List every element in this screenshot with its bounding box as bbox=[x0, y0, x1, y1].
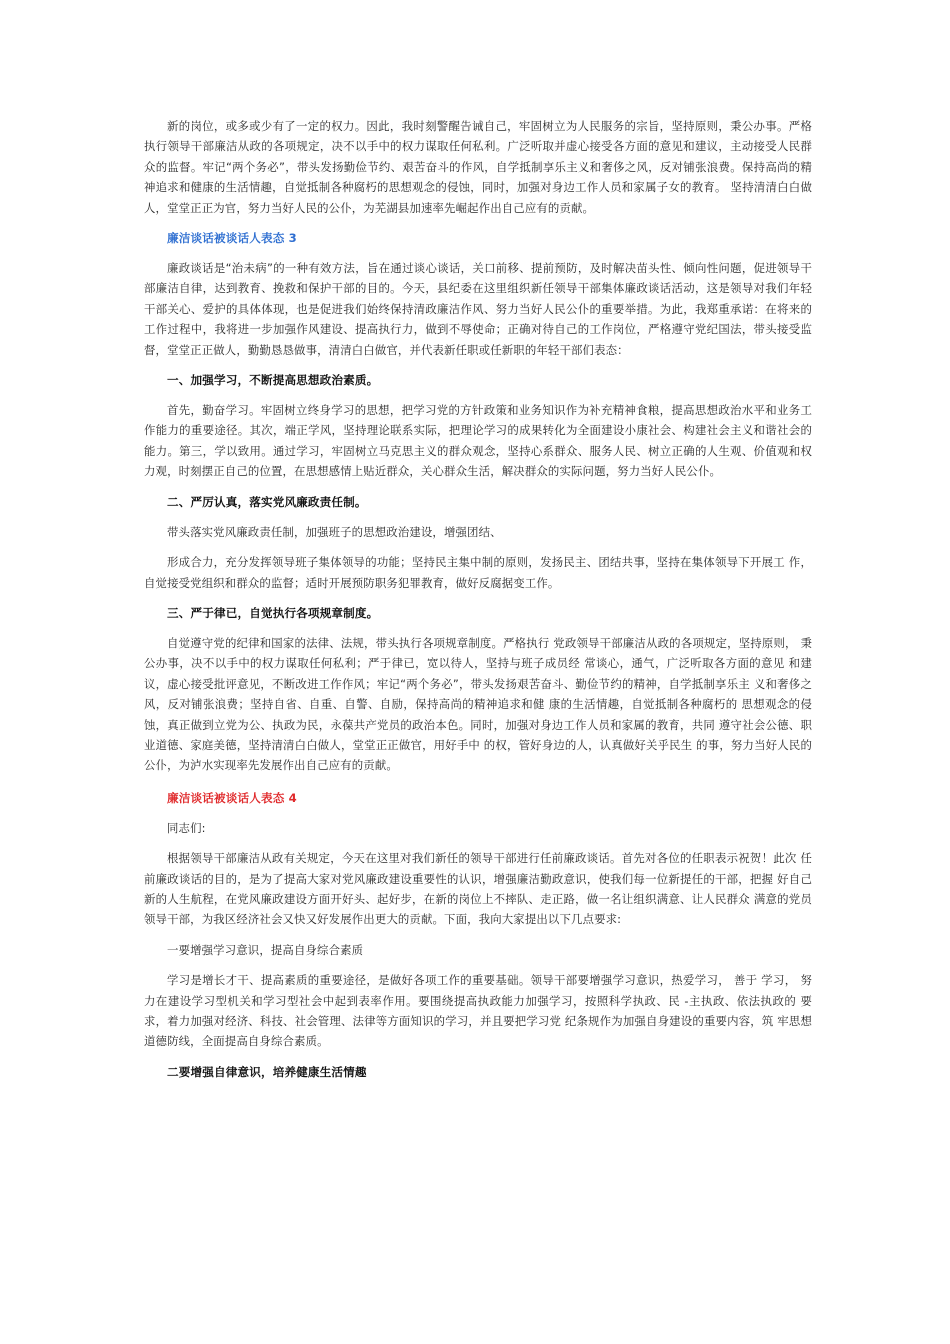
section-3-heading-2: 二、严厉认真，落实党风廉政责任制。 bbox=[167, 494, 367, 509]
section-3-heading-1: 一、加强学习，不断提高思想政治素质。 bbox=[167, 373, 379, 388]
section-4-paragraph-1: 根据领导干部廉洁从政有关规定，今天在这里对我们新任的领导干部进行任前廉政谈话。首先对各位的任职表示祝贺！此次 任前廉政谈话的目的，是为了提高大家对党风廉政建设重要性的认识，增强廉洁勤政意识，使我们每一位新提任的干部，把握 好自己新的人生航程，在党风廉政建设方面开好头、起好步，在新的岗位上不摔队、走正路，做一名让组织满意、让人民群众 满意的党员领导干部，为我区经济社会又快又好发展作出更大的贡献。下面，我向大家提出以下几点要求: bbox=[144, 851, 812, 927]
section-4-heading-1: 一要增强学习意识，提高自身综合素质 bbox=[167, 942, 364, 957]
section-3-paragraph-3: 带头落实党风廉政责任制，加强班子的思想政治建设，增强团结、 bbox=[167, 524, 502, 539]
section-3-heading-3: 三、严于律已，自觉执行各项规章制度。 bbox=[167, 605, 379, 620]
intro-paragraph: 新的岗位，或多或少有了一定的权力。因此，我时刻警醒告诫自己，牢固树立为人民服务的宗旨，坚持原则，秉公办事。严格执行领导干部廉洁从政的各项规定，决不以手中的权力谋取任何私利。广泛听取并虚心接受各方面的意见和建议，主动接受人民群众的监督。牢记“两个务必”，带头发扬勤俭节约、艰苦奋斗的作风，自学抵制享乐主义和奢侈之风，反对铺张浪费。保持高尚的精神追求和健康的生活情趣，自觉抵制各种腐朽的思想观念的侵蚀，同时，加强对身边工作人员和家属子女的教育。 坚持清清白白做人，堂堂正正为官，努力当好人民的公仆，为芜湖县加速率先崛起作出自己应有的贡献。 bbox=[144, 119, 812, 215]
section-4-heading-2: 二要增强自律意识，培养健康生活情趣 bbox=[167, 1064, 367, 1079]
section-3-paragraph-1: 廉政谈话是“治未病”的一种有效方法，旨在通过谈心谈话，关口前移、提前预防，及时解决苗头性、倾向性问题，促进领导干部廉洁自律，达到教育、挽救和保护干部的目的。今天，县纪委在这里组织新任领导干部集体廉政谈话活动，这是领导对我们年轻干部关心、爱护的具体体现，也是促进我们始终保持清政廉洁作风、努力当好人民公仆的重要举措。为此，我郑重承诺：在将来的工作过程中，我将进一步加强作风建设、提高执行力，做到不辱使命；正确对待自己的工作岗位，严格遵守党纪国法，带头接受监督，堂堂正正做人，勤勤恳恳做事，清清白白做官，并代表新任职或任新职的年轻干部们表态： bbox=[144, 261, 812, 357]
section-3-paragraph-2: 首先，勤奋学习。牢固树立终身学习的思想，把学习党的方针政策和业务知识作为补充精神食粮，提高思想政治水平和业务工作能力的重要途径。其次，端正学风，坚持理论联系实际，把理论学习的成果转化为全面建设小康社会、构建社会主义和谐社会的能力。第三，学以致用。通过学习，牢固树立马克思主义的群众观念，坚持心系群众、服务人民、树立正确的人生观、价值观和权力观，时刻摆正自己的位置，在思想感情上贴近群众，关心群众生活，解决群众的实际问题，努力当好人民公仆。 bbox=[144, 403, 812, 479]
section-3-title: 廉洁谈话被谈话人表态 3 bbox=[167, 231, 297, 246]
section-4-salutation: 同志们: bbox=[167, 820, 206, 835]
section-3-paragraph-4: 形成合力，充分发挥领导班子集体领导的功能；坚持民主集中制的原则，发扬民主、团结共事，坚持在集体领导下开展工 作，自觉接受党组织和群众的监督；适时开展预防职务犯罪教育，做好反腐据变工作。 bbox=[144, 555, 812, 590]
section-4-paragraph-2: 学习是增长才干、提高素质的重要途径，是做好各项工作的重要基础。领导干部要增强学习意识，热爱学习， 善于 学习， 努力在建设学习型机关和学习型社会中起到表率作用。要围绕提高执政能力加强学习，按照科学执政、民 -主执政、依法执政的 要求，着力加强对经济、科技、社会管理、法律等方面知识的学习，并且要把学习党 纪条规作为加强自身建设的重要内容，筑 牢思想道德防线，全面提高自身综合素质。 bbox=[144, 973, 812, 1049]
section-4-title: 廉洁谈话被谈话人表态 4 bbox=[167, 790, 297, 805]
document-page bbox=[144, 116, 812, 1082]
section-3-paragraph-5: 自觉遵守党的纪律和国家的法律、法规，带头执行各项规章制度。严格执行 党政领导干部廉洁从政的各项规定，坚持原则， 秉公办事，决不以手中的权力谋取任何私利；严于律已，宽以待人，坚持与班子成员经 常谈心，通气，广泛听取各方面的意见 和建议，虚心接受批评意见，不断改进工作作风；牢记“两个务必”，带头发扬艰苦奋斗、勤俭节约的精神，自学抵制享乐主 义和奢侈之风，反对铺张浪费；坚持自省、自重、自警、自励，保持高尚的精神追求和健 康的生活情趣，自觉抵制各种腐朽的 思想观念的侵蚀，真正做到立党为公、执政为民，永葆共产党员的政治本色。同时，加强对身边工作人员和家属的教育，共同 遵守社会公德、职业道德、家庭美德，坚持清清白白做人，堂堂正正做官，用好手中 的权，管好身边的人，认真做好关乎民生 的事，努力当好人民的公仆，为泸水实现率先发展作出自己应有的贡献。 bbox=[144, 635, 812, 773]
